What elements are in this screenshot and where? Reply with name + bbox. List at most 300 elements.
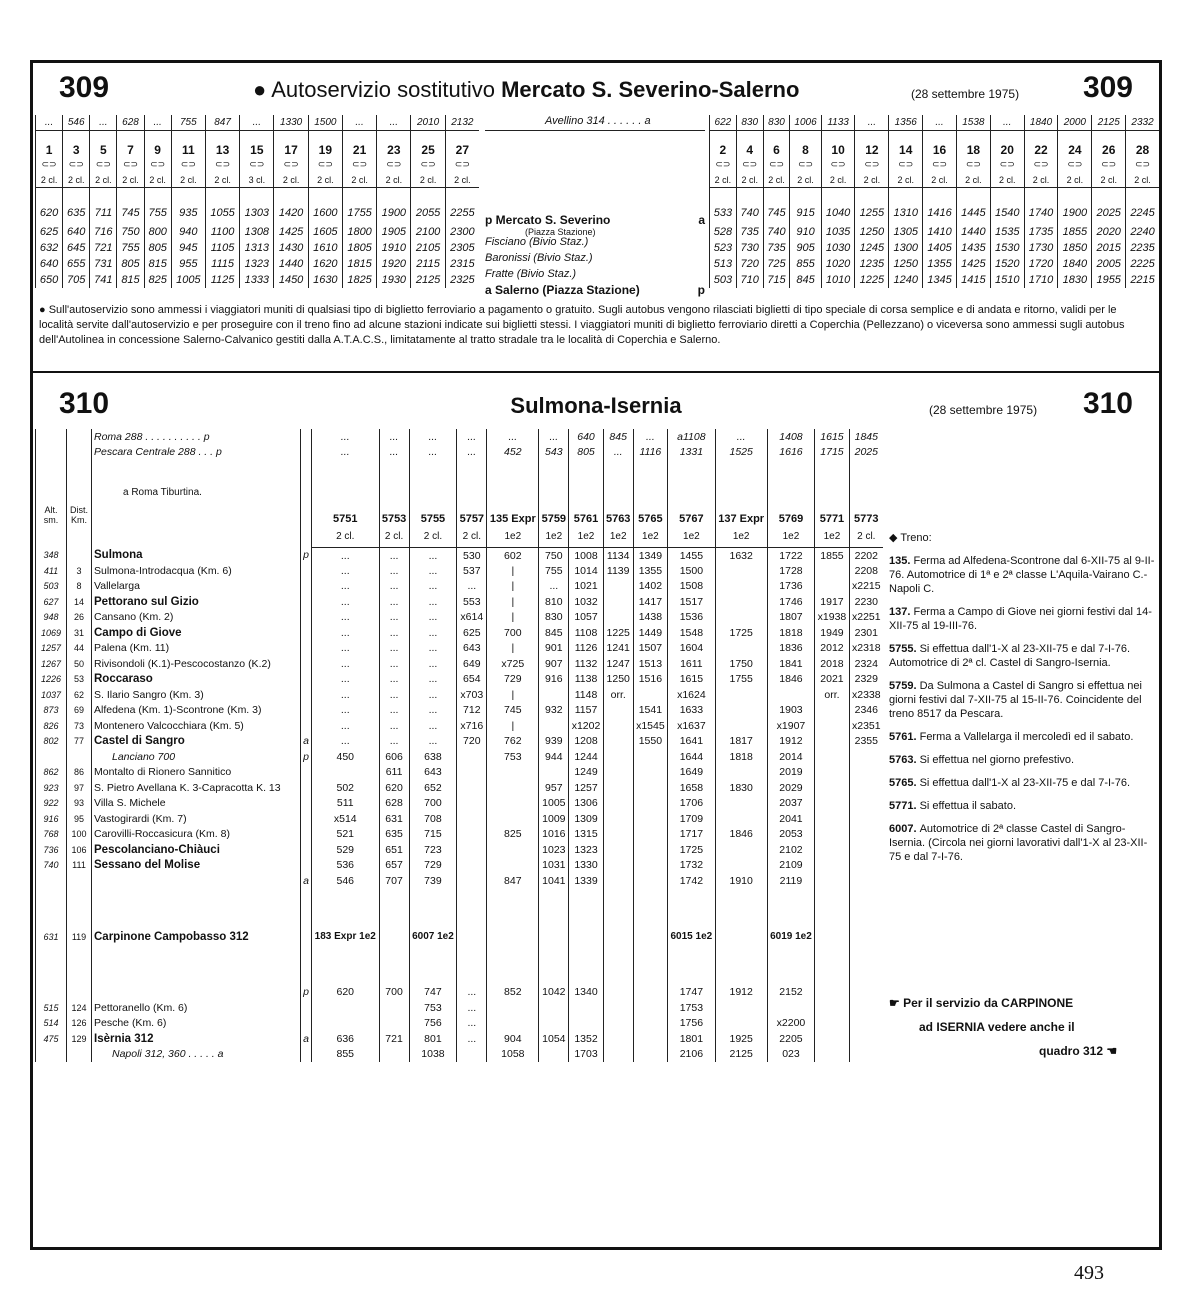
time-cell bbox=[487, 765, 539, 781]
time-cell: 1438 bbox=[633, 610, 667, 626]
station-name: Cansano (Km. 2) bbox=[92, 610, 301, 626]
time-cell bbox=[603, 811, 633, 827]
altitude: 631 bbox=[36, 889, 67, 985]
train-number: 5771 bbox=[815, 459, 849, 525]
departure-time: 755 bbox=[144, 202, 171, 224]
time-cell: 1516 bbox=[633, 672, 667, 688]
page-number: 493 bbox=[1074, 1262, 1104, 1284]
class-label: 2 cl. bbox=[274, 172, 308, 188]
mark: p bbox=[485, 213, 496, 227]
connection-time: ... bbox=[409, 444, 457, 459]
departure-time: 1005 bbox=[171, 272, 205, 288]
time-cell: 700 bbox=[409, 796, 457, 812]
time-cell: 657 bbox=[379, 858, 409, 874]
time-cell: orr. bbox=[603, 687, 633, 703]
class-label: 2 cl. bbox=[411, 172, 445, 188]
train-note-text: Si effettua nel giorno prefestivo. bbox=[919, 754, 1075, 766]
connection-time: 2025 bbox=[849, 444, 883, 459]
train-number: 5 bbox=[90, 131, 117, 158]
train-number: 28 bbox=[1126, 131, 1159, 158]
station-time-row bbox=[710, 224, 1160, 240]
time-cell: 638 bbox=[409, 749, 457, 765]
station-row bbox=[36, 1000, 884, 1016]
departure-time: 2015 bbox=[1092, 240, 1126, 256]
time-cell: 825 bbox=[487, 827, 539, 843]
time-cell bbox=[633, 765, 667, 781]
station-row bbox=[36, 873, 884, 889]
arr-dep-mark bbox=[301, 765, 312, 781]
departure-time: 750 bbox=[117, 224, 144, 240]
table-cell bbox=[90, 188, 117, 203]
departure-time: 1303 bbox=[240, 202, 274, 224]
time-cell bbox=[715, 858, 767, 874]
time-cell: ... bbox=[379, 734, 409, 750]
time-cell: ... bbox=[457, 1016, 487, 1032]
time-cell: 2119 bbox=[767, 873, 815, 889]
departure-time: 731 bbox=[90, 256, 117, 272]
time-cell: 708 bbox=[409, 811, 457, 827]
time-cell: 1725 bbox=[668, 842, 716, 858]
time-cell bbox=[815, 734, 849, 750]
carpinone-line-3: quadro 312 bbox=[1039, 1044, 1104, 1058]
departure-time: 1610 bbox=[308, 240, 342, 256]
station-name bbox=[92, 985, 301, 1001]
train-note-text: Si effettua il sabato. bbox=[919, 800, 1017, 812]
time-cell: 1247 bbox=[603, 656, 633, 672]
departure-time: 2305 bbox=[445, 240, 479, 256]
altitude: 1257 bbox=[36, 641, 67, 657]
altitude: 916 bbox=[36, 811, 67, 827]
class-label: 2 cl. bbox=[990, 172, 1024, 188]
table-cell bbox=[342, 188, 376, 203]
section-309-note bbox=[39, 303, 1151, 348]
time-cell: 801 bbox=[409, 1031, 457, 1047]
departure-time: 2125 bbox=[411, 272, 445, 288]
arr-dep-mark: a bbox=[301, 873, 312, 889]
time-cell: 1541 bbox=[633, 703, 667, 719]
departure-time: 1255 bbox=[855, 202, 889, 224]
departure-time: 1720 bbox=[1024, 256, 1058, 272]
station-name bbox=[485, 267, 705, 283]
table-cell bbox=[36, 429, 67, 444]
distance: 111 bbox=[67, 858, 92, 874]
time-cell: ... bbox=[379, 687, 409, 703]
time-cell: 1005 bbox=[539, 796, 569, 812]
time-cell: | bbox=[487, 563, 539, 579]
table-cell bbox=[1126, 188, 1159, 203]
distance: 124 bbox=[67, 1000, 92, 1016]
connection-time: 1616 bbox=[767, 444, 815, 459]
time-cell bbox=[539, 889, 569, 985]
time-cell bbox=[312, 765, 380, 781]
connection-time: 1330 bbox=[274, 115, 308, 131]
time-cell: 635 bbox=[379, 827, 409, 843]
time-cell: 606 bbox=[379, 749, 409, 765]
time-cell: 1755 bbox=[715, 672, 767, 688]
time-cell: 1208 bbox=[569, 734, 603, 750]
train-number: 5761 bbox=[569, 459, 603, 525]
time-cell: ... bbox=[312, 610, 380, 626]
dist-header: Dist. Km. bbox=[67, 459, 92, 525]
class-label: 2 cl. bbox=[117, 172, 144, 188]
table-cell bbox=[205, 188, 239, 203]
train-number: 25 bbox=[411, 131, 445, 158]
section-309-number-left: 309 bbox=[59, 71, 110, 104]
station-row bbox=[36, 842, 884, 858]
departure-time: 805 bbox=[117, 256, 144, 272]
time-cell: ... bbox=[379, 625, 409, 641]
time-cell: 654 bbox=[457, 672, 487, 688]
time-cell: 2230 bbox=[849, 594, 883, 610]
connection-time: 452 bbox=[487, 444, 539, 459]
departure-time: 735 bbox=[736, 224, 763, 240]
time-cell: 536 bbox=[312, 858, 380, 874]
arr-dep-mark bbox=[301, 796, 312, 812]
time-cell bbox=[457, 873, 487, 889]
departure-time: 2240 bbox=[1126, 224, 1159, 240]
time-cell bbox=[603, 734, 633, 750]
connection-time: 1116 bbox=[633, 444, 667, 459]
time-cell: ... bbox=[409, 641, 457, 657]
departure-time: 1440 bbox=[274, 256, 308, 272]
bus-icon: ⊂⊃ bbox=[736, 157, 763, 172]
time-cell: 537 bbox=[457, 563, 487, 579]
altitude: 768 bbox=[36, 827, 67, 843]
train-number: 5773 bbox=[849, 459, 883, 525]
class-label: 2 cl. bbox=[1058, 172, 1092, 188]
time-cell: ... bbox=[409, 548, 457, 564]
time-cell: 2205 bbox=[767, 1031, 815, 1047]
table-cell bbox=[710, 188, 737, 203]
time-cell: 643 bbox=[457, 641, 487, 657]
time-cell: 1722 bbox=[767, 548, 815, 564]
arr-dep-mark bbox=[301, 1000, 312, 1016]
distance: 62 bbox=[67, 687, 92, 703]
bus-icon: ⊂⊃ bbox=[240, 157, 274, 172]
altitude: 475 bbox=[36, 1031, 67, 1047]
departure-time: 1333 bbox=[240, 272, 274, 288]
time-cell: 2029 bbox=[767, 780, 815, 796]
altitude: 515 bbox=[36, 1000, 67, 1016]
time-cell: 1057 bbox=[569, 610, 603, 626]
class-label: 2 cl. bbox=[710, 172, 737, 188]
time-cell: ... bbox=[312, 625, 380, 641]
time-cell: | bbox=[487, 594, 539, 610]
carpinone-line-2: ad ISERNIA vedere anche il bbox=[919, 1020, 1075, 1034]
class-label: 2 cl. bbox=[445, 172, 479, 188]
time-cell bbox=[569, 1016, 603, 1032]
departure-time: 1355 bbox=[923, 256, 957, 272]
time-cell: | bbox=[487, 579, 539, 595]
departure-time: 1125 bbox=[205, 272, 239, 288]
time-cell: 1846 bbox=[715, 827, 767, 843]
departure-time: 2235 bbox=[1126, 240, 1159, 256]
connection-time: 546 bbox=[63, 115, 90, 131]
departure-time: 1815 bbox=[342, 256, 376, 272]
station-name: Rivisondoli (K.1)-Pescocostanzo (K.2) bbox=[92, 656, 301, 672]
time-cell: orr. bbox=[815, 687, 849, 703]
train-number: 11 bbox=[171, 131, 205, 158]
time-cell: 620 bbox=[379, 780, 409, 796]
station-sub: (Piazza Stazione) bbox=[525, 227, 596, 237]
table-cell bbox=[36, 188, 63, 203]
connection-time: ... bbox=[539, 429, 569, 444]
time-cell: 1949 bbox=[815, 625, 849, 641]
connection-time: ... bbox=[377, 115, 411, 131]
altitude: 514 bbox=[36, 1016, 67, 1032]
departure-time: 1300 bbox=[889, 240, 923, 256]
time-cell: 1925 bbox=[715, 1031, 767, 1047]
departure-time: 620 bbox=[36, 202, 63, 224]
time-cell: 1841 bbox=[767, 656, 815, 672]
time-cell bbox=[849, 827, 883, 843]
connection-time: ... bbox=[487, 429, 539, 444]
time-cell bbox=[767, 687, 815, 703]
altitude: 1267 bbox=[36, 656, 67, 672]
mark: p bbox=[697, 283, 705, 297]
train-note bbox=[889, 753, 1159, 767]
departure-time: 855 bbox=[790, 256, 821, 272]
departure-time: 635 bbox=[63, 202, 90, 224]
time-cell bbox=[849, 749, 883, 765]
connection-time: ... bbox=[379, 444, 409, 459]
train-number-row bbox=[710, 131, 1160, 158]
distance bbox=[67, 749, 92, 765]
time-cell: 1632 bbox=[715, 548, 767, 564]
departure-time: 2315 bbox=[445, 256, 479, 272]
time-cell: 1042 bbox=[539, 985, 569, 1001]
section-309-title-pre: Autoservizio sostitutivo bbox=[271, 77, 495, 102]
arr-dep-mark bbox=[301, 625, 312, 641]
station-label: Fisciano (Bivio Staz.) bbox=[485, 236, 589, 248]
time-cell: 1750 bbox=[715, 656, 767, 672]
bus-icon: ⊂⊃ bbox=[90, 157, 117, 172]
altitude bbox=[36, 1047, 67, 1063]
time-cell: 1818 bbox=[715, 749, 767, 765]
time-cell: 2109 bbox=[767, 858, 815, 874]
time-cell bbox=[457, 858, 487, 874]
departure-time: 1225 bbox=[855, 272, 889, 288]
time-cell: 1032 bbox=[569, 594, 603, 610]
departure-time: 1040 bbox=[821, 202, 855, 224]
time-cell: 1023 bbox=[539, 842, 569, 858]
train-number: 27 bbox=[445, 131, 479, 158]
time-cell: 1455 bbox=[668, 548, 716, 564]
time-cell: ... bbox=[409, 656, 457, 672]
time-cell: ... bbox=[379, 641, 409, 657]
section-310-title: Sulmona-Isernia bbox=[510, 393, 682, 418]
departure-time: 1530 bbox=[990, 240, 1024, 256]
train-number-row bbox=[36, 131, 480, 158]
arr-dep-mark bbox=[301, 780, 312, 796]
time-cell bbox=[849, 1016, 883, 1032]
departure-time: 800 bbox=[144, 224, 171, 240]
time-cell: 750 bbox=[539, 548, 569, 564]
time-cell bbox=[603, 765, 633, 781]
time-cell bbox=[603, 842, 633, 858]
time-cell: 183 Expr 1e2 bbox=[312, 889, 380, 985]
connection-time: 2010 bbox=[411, 115, 445, 131]
time-cell: 1031 bbox=[539, 858, 569, 874]
time-cell bbox=[633, 1000, 667, 1016]
arr-dep-mark bbox=[301, 811, 312, 827]
time-cell: 907 bbox=[539, 656, 569, 672]
time-cell: 625 bbox=[457, 625, 487, 641]
station-row bbox=[36, 765, 884, 781]
distance: 106 bbox=[67, 842, 92, 858]
time-cell bbox=[633, 873, 667, 889]
time-cell: 2018 bbox=[815, 656, 849, 672]
time-cell: 1917 bbox=[815, 594, 849, 610]
time-cell bbox=[379, 1016, 409, 1032]
time-cell bbox=[603, 1031, 633, 1047]
time-cell: x716 bbox=[457, 718, 487, 734]
table-cell bbox=[956, 188, 990, 203]
departure-time: 2300 bbox=[445, 224, 479, 240]
time-cell bbox=[715, 579, 767, 595]
time-cell: 1323 bbox=[569, 842, 603, 858]
time-cell bbox=[815, 780, 849, 796]
time-cell bbox=[715, 718, 767, 734]
arr-dep-mark bbox=[301, 703, 312, 719]
time-cell: ... bbox=[312, 579, 380, 595]
time-cell bbox=[633, 985, 667, 1001]
time-cell: 2346 bbox=[849, 703, 883, 719]
departure-time: 625 bbox=[36, 224, 63, 240]
time-cell bbox=[849, 765, 883, 781]
class-label: 2 cl. bbox=[889, 172, 923, 188]
time-cell bbox=[603, 610, 633, 626]
time-cell: ... bbox=[409, 703, 457, 719]
time-cell bbox=[379, 889, 409, 985]
time-cell bbox=[603, 749, 633, 765]
time-cell: 1041 bbox=[539, 873, 569, 889]
spacer bbox=[485, 131, 705, 213]
time-cell: 2014 bbox=[767, 749, 815, 765]
time-cell bbox=[815, 811, 849, 827]
time-cell: 651 bbox=[379, 842, 409, 858]
time-cell: 1649 bbox=[668, 765, 716, 781]
bus-icon: ⊂⊃ bbox=[889, 157, 923, 172]
table-cell bbox=[790, 188, 821, 203]
time-cell bbox=[815, 1031, 849, 1047]
departure-time: 915 bbox=[790, 202, 821, 224]
time-cell bbox=[603, 1047, 633, 1063]
time-cell bbox=[457, 1047, 487, 1063]
train-note bbox=[889, 730, 1159, 744]
table-cell bbox=[36, 525, 67, 548]
arr-dep-mark: p bbox=[301, 985, 312, 1001]
time-cell bbox=[849, 842, 883, 858]
time-cell bbox=[715, 1016, 767, 1032]
time-cell bbox=[849, 1047, 883, 1063]
bus-icon: ⊂⊃ bbox=[1024, 157, 1058, 172]
pointing-hand-icon: ☛ bbox=[889, 996, 900, 1010]
time-cell bbox=[603, 1016, 633, 1032]
departure-time: 1710 bbox=[1024, 272, 1058, 288]
time-cell: 1753 bbox=[668, 1000, 716, 1016]
station-time-row bbox=[710, 240, 1160, 256]
class-label: 2 cl. bbox=[409, 525, 457, 548]
station-name: Campo di Giove bbox=[92, 625, 301, 641]
bullet-icon: ● bbox=[39, 304, 49, 316]
class-label: 2 cl. bbox=[457, 525, 487, 548]
time-cell bbox=[457, 796, 487, 812]
time-cell: 2037 bbox=[767, 796, 815, 812]
departure-time: 2105 bbox=[411, 240, 445, 256]
time-cell: 1402 bbox=[633, 579, 667, 595]
time-cell bbox=[815, 563, 849, 579]
time-cell bbox=[457, 811, 487, 827]
time-cell: 1644 bbox=[668, 749, 716, 765]
time-cell: 855 bbox=[312, 1047, 380, 1063]
time-cell bbox=[379, 1000, 409, 1016]
time-cell: 1736 bbox=[767, 579, 815, 595]
station-row bbox=[36, 718, 884, 734]
connection-station: Roma 288 . . . . . . . . . . p bbox=[92, 429, 301, 444]
station-label: Baronissi (Bivio Staz.) bbox=[485, 252, 593, 264]
time-cell bbox=[633, 858, 667, 874]
train-note bbox=[889, 799, 1159, 813]
time-cell bbox=[849, 780, 883, 796]
train-note-text: Ferma ad Alfedena-Scontrone dal 6-XII-75 al 9-II-76. Automotrice di 1ª e 2ª classe L'Aquila-Vairano C.-Napoli C. bbox=[889, 555, 1155, 595]
connection-time: ... bbox=[457, 444, 487, 459]
bus-icon: ⊂⊃ bbox=[790, 157, 821, 172]
station-time-row bbox=[36, 272, 480, 288]
train-note-number: 135. bbox=[889, 555, 914, 567]
time-cell: x614 bbox=[457, 610, 487, 626]
time-cell: 762 bbox=[487, 734, 539, 750]
spacer-row bbox=[36, 188, 480, 203]
time-cell bbox=[815, 889, 849, 985]
departure-time: 1825 bbox=[342, 272, 376, 288]
departure-time: 1450 bbox=[274, 272, 308, 288]
class-label: 1e2 bbox=[539, 525, 569, 548]
train-number: 15 bbox=[240, 131, 274, 158]
time-cell bbox=[815, 873, 849, 889]
departure-time: 503 bbox=[710, 272, 737, 288]
class-label: 1e2 bbox=[715, 525, 767, 548]
connection-time: ... bbox=[312, 444, 380, 459]
time-cell: 1615 bbox=[668, 672, 716, 688]
connection-time: ... bbox=[855, 115, 889, 131]
table-cell bbox=[1058, 188, 1092, 203]
station-name: Napoli 312, 360 . . . . . a bbox=[92, 1047, 301, 1063]
time-cell: x2351 bbox=[849, 718, 883, 734]
connection-time: ... bbox=[923, 115, 957, 131]
time-cell: 1257 bbox=[569, 780, 603, 796]
arr-dep-mark bbox=[301, 889, 312, 985]
altitude: 802 bbox=[36, 734, 67, 750]
time-cell bbox=[539, 1016, 569, 1032]
time-cell bbox=[487, 1000, 539, 1016]
time-cell: 1507 bbox=[633, 641, 667, 657]
time-cell: ... bbox=[379, 563, 409, 579]
bullet-icon: ● bbox=[253, 77, 267, 102]
time-cell: 745 bbox=[487, 703, 539, 719]
time-cell: 2355 bbox=[849, 734, 883, 750]
time-cell: 830 bbox=[539, 610, 569, 626]
departure-time: 1425 bbox=[956, 256, 990, 272]
departure-time: 1313 bbox=[240, 240, 274, 256]
time-cell: ... bbox=[312, 672, 380, 688]
time-cell bbox=[633, 889, 667, 985]
time-cell: 1846 bbox=[767, 672, 815, 688]
arr-dep-mark bbox=[301, 656, 312, 672]
time-cell: 6015 1e2 bbox=[668, 889, 716, 985]
time-cell: 720 bbox=[457, 734, 487, 750]
altitude: 627 bbox=[36, 594, 67, 610]
